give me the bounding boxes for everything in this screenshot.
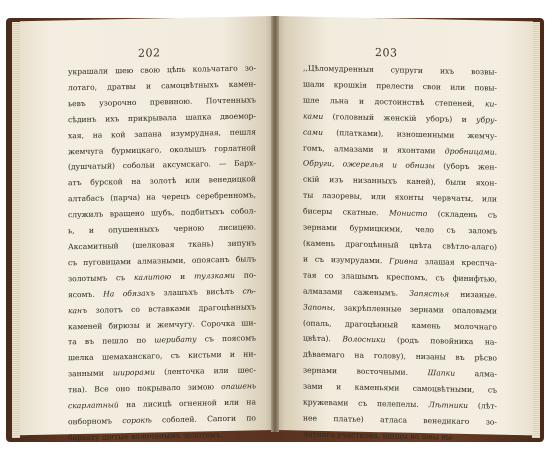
text-run: съ поясомъ (196, 333, 256, 345)
text-run: шле льна и достоинствѣ степеней, (303, 95, 485, 109)
italic-term: На обязахъ (103, 288, 155, 299)
text-run: злашая креспча- (417, 256, 497, 268)
text-run: Аксамитный (шелковая ткань) зипунъ (68, 238, 256, 252)
text-run: тна). Все оно покрывало зимою (68, 382, 222, 395)
text-run: (опаль, драгоцѣнный камень молочнаго (303, 318, 497, 332)
text-run: зернами восточными. (303, 365, 428, 378)
text-run: съ пуговицами алмазными, опоясанъ былъ (68, 254, 256, 268)
text-run: лотнаго участкова, шишы во швы вы- (303, 429, 455, 442)
text-run: скій изъ низанныхъ каней), были яхон- (303, 174, 497, 188)
text-run: золотъ со вставками драгоцѣнныхъ (87, 301, 256, 315)
text-line (68, 426, 256, 446)
text-run: кружевами съ пелепелы. (303, 397, 429, 410)
book-spine-gutter (271, 16, 279, 432)
text-run: (родъ повойника на- (385, 335, 497, 348)
text-run: алмазами саженымъ. (303, 286, 410, 298)
text-run: ьевъ узорочно превиною. Почтенныхъ (68, 95, 256, 109)
italic-term: калитою (133, 271, 172, 282)
italic-term: ки- (485, 99, 497, 109)
italic-term: Лѣтники (428, 400, 469, 411)
italic-term: Волосники (342, 334, 386, 345)
text-run: (платками), изношенными жемчу- (322, 127, 497, 141)
text-run: жемчуга бурмицкаго, околышъ горлатной (68, 142, 256, 156)
text-run: сѣдинъ ихъ прикрывала шапка двоемор- (68, 111, 256, 125)
text-run: (складень съ (427, 209, 497, 220)
text-run: по- (234, 270, 256, 280)
text-run: та въ пешло по (68, 335, 155, 347)
text-run: низаные. (449, 289, 497, 300)
text-run: алма- (455, 368, 498, 379)
italic-term: ками (303, 111, 324, 121)
italic-term: Обруги, ожерелья и обнизы (303, 158, 435, 171)
text-run: онборномъ (68, 416, 123, 427)
text-run: шелка шемаханскаго, съ кистьми и ни- (68, 349, 256, 363)
left-page-text (68, 60, 256, 446)
italic-term: Запястья (409, 288, 450, 299)
italic-term: сѣ- (242, 286, 256, 296)
text-run: (ленточка или шес- (155, 365, 256, 377)
text-run: и съ изумрудами. (303, 254, 390, 266)
italic-term: Гривна (389, 256, 418, 266)
text-run: зернами бурмицкими, чело съ заломъ (303, 222, 497, 236)
text-run: (камень драгоцѣнный цвѣта свѣтло-алаго) (303, 238, 497, 252)
text-run: тая со злашымъ креспомъ, съ финифтью, (303, 270, 497, 284)
text-run: бисеры скатные. (303, 206, 389, 218)
text-run: алтабасъ (парча) на черецъ серебренномъ, (68, 190, 256, 204)
italic-term: Монисто (389, 208, 428, 219)
italic-term: широрами (112, 367, 155, 378)
text-run: (душчатый) собольи аксумскаго. — Барх- (68, 158, 256, 172)
text-run: (головный женскій уборъ) и (323, 111, 477, 124)
page-number-right: 203 (375, 46, 398, 60)
italic-term: скарлатный (68, 400, 119, 411)
page-number-left: 202 (138, 46, 161, 60)
page-edges-left (12, 22, 20, 438)
text-run: ь, и опушенныхъ черною лисицею. (68, 222, 256, 236)
text-run: хая, на кой запана изумрудная, пешля (68, 126, 256, 140)
page-edges-right (532, 22, 540, 438)
text-run: служилъ вращено шубъ, подбитыхъ собол- (68, 206, 256, 220)
text-run: украшали шею свою цѣпь кольчатаго зо- (68, 63, 256, 77)
text-run: ясомъ. (68, 289, 104, 299)
italic-term: Шапки (427, 368, 456, 378)
text-run: (уборъ жен- (434, 161, 497, 173)
italic-term: опашень (221, 381, 256, 392)
text-run: ,,Цѣломудренныя супруги ихъ возвы- (303, 63, 497, 77)
right-page (277, 16, 533, 442)
text-run: занными (68, 368, 113, 379)
text-run: зами и каменьями самоцвѣтными, съ (303, 381, 497, 395)
text-run: , закрѣпленные зернами опаловыми (332, 302, 497, 316)
text-run: нее платье) атласа венедикаго зо- (303, 413, 497, 427)
text-run: золотымъ съ (68, 272, 134, 284)
text-run: лотаго, дратвы и самоцвѣтныхъ камен- (68, 79, 256, 93)
text-run: на лисицѣ огненной или на (118, 397, 256, 410)
italic-term: сорокѣ (122, 415, 152, 426)
text-run: злашъхъ висѣлъ (154, 286, 243, 298)
text-run: цвѣта). (303, 333, 343, 344)
text-run: ты лазоревы, или яхонты червчаты, или (303, 190, 497, 204)
italic-term: убру- (476, 114, 497, 125)
left-page (20, 16, 273, 443)
text-run: (лѣт- (468, 401, 497, 411)
text-run: и (171, 271, 195, 281)
text-run: шали крошкія прелести свои или повы- (303, 79, 497, 93)
italic-term: дробницами. (444, 146, 497, 157)
text-run: гомъ, алмазами и яхонтами (303, 143, 445, 156)
italic-term: тулзками (194, 270, 235, 281)
text-run: каменей бирюзы и жемчугу. Сорочка ши- (68, 317, 256, 331)
text-run: дѣваемаго на голову), низаны въ рѣсво (303, 349, 497, 363)
italic-term: канъ (68, 305, 88, 315)
italic-term: Запоны (303, 302, 333, 312)
italic-term: шерибату (154, 335, 197, 345)
right-page-text (303, 61, 497, 447)
text-run: соболей. Сапоги по (151, 413, 256, 425)
italic-term: сами (303, 127, 323, 137)
text-run: бархату шитые волоченымъ золотомъ. (68, 429, 224, 443)
text-run: атъ бурской на золотѣ или венедицкой (68, 174, 256, 188)
